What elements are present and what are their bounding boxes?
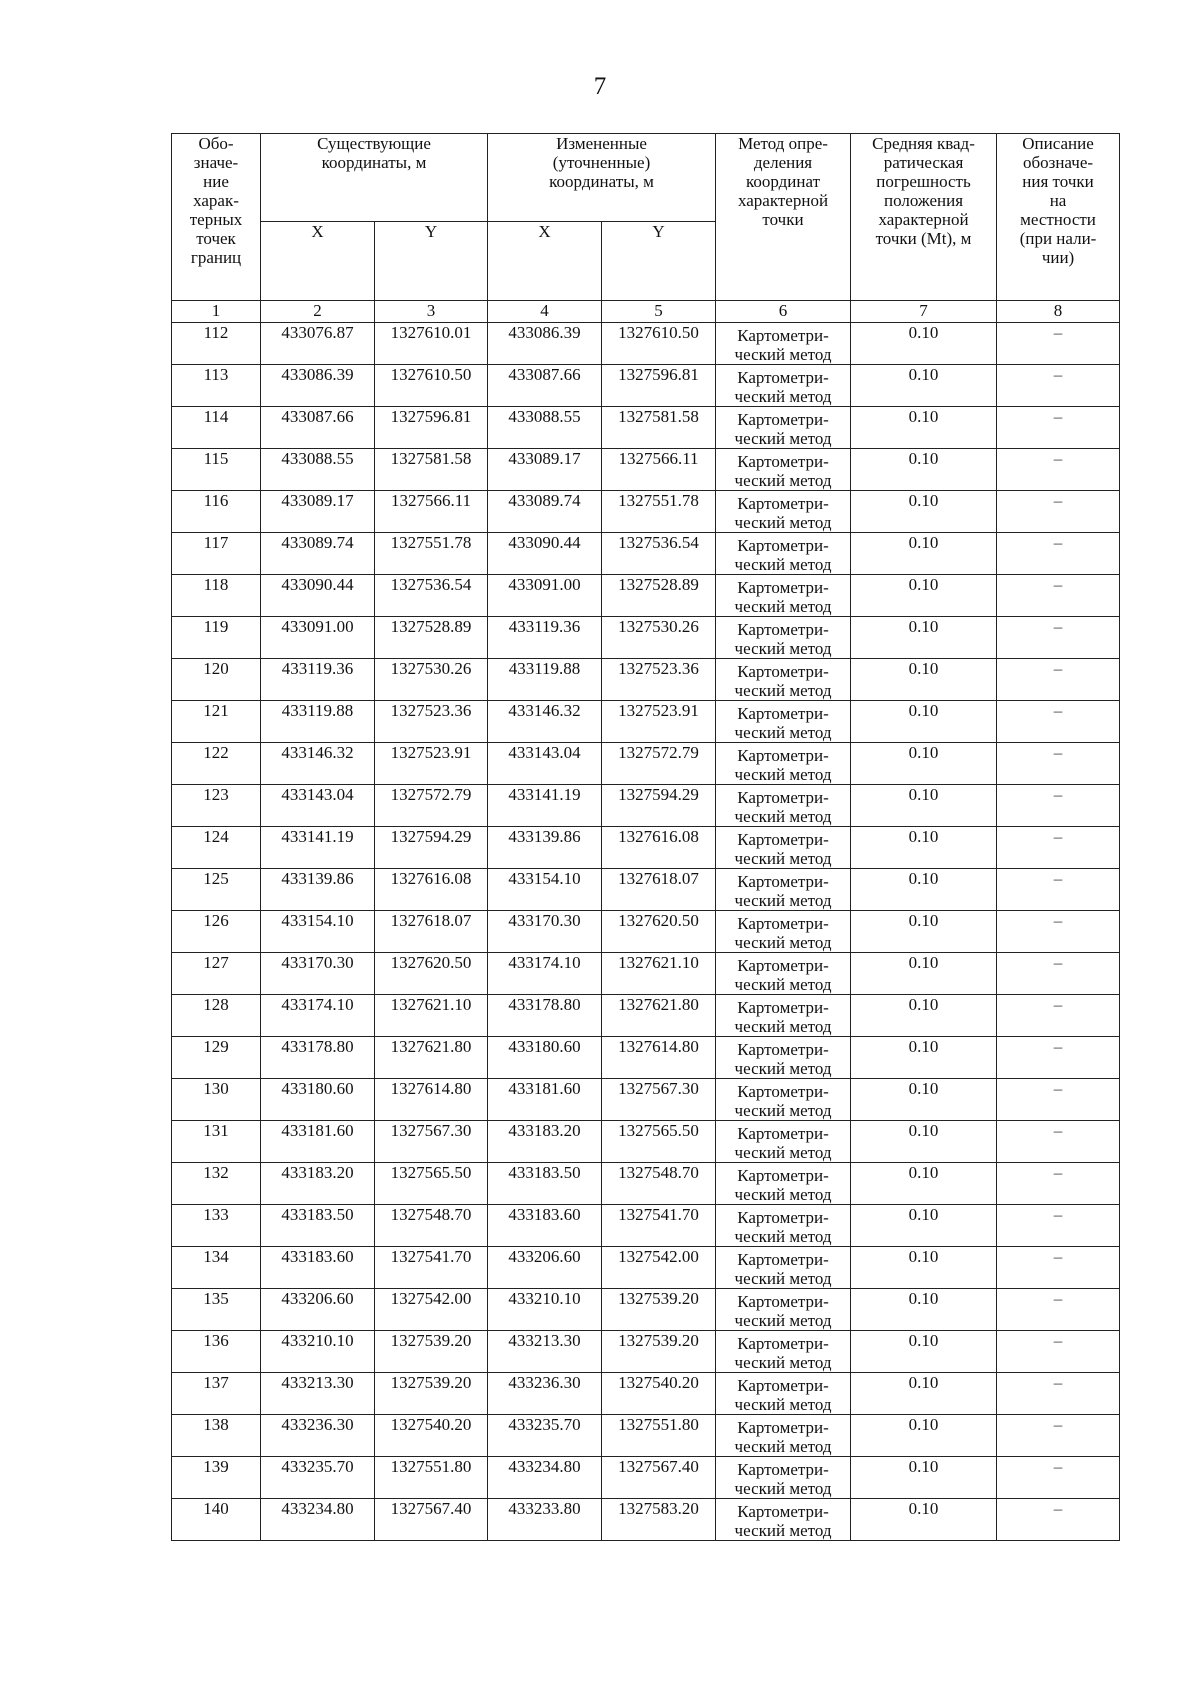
- method-cell: Картометри- ческий метод: [716, 1079, 851, 1121]
- error-cell: 0.10: [851, 1121, 997, 1163]
- table-row: [172, 449, 1120, 491]
- changed-y-cell: 1327610.50: [602, 323, 716, 365]
- existing-y-cell: 1327596.81: [375, 407, 488, 449]
- point-id-cell: 134: [172, 1247, 261, 1289]
- changed-x-cell: 433090.44: [488, 533, 602, 575]
- existing-x-cell: 433089.74: [261, 533, 375, 575]
- point-id-cell: 112: [172, 323, 261, 365]
- description-cell: –: [997, 743, 1120, 785]
- changed-y-cell: 1327567.30: [602, 1079, 716, 1121]
- existing-y-cell: 1327616.08: [375, 869, 488, 911]
- point-id-cell: 121: [172, 701, 261, 743]
- method-cell: Картометри- ческий метод: [716, 323, 851, 365]
- existing-y-cell: 1327541.70: [375, 1247, 488, 1289]
- description-cell: –: [997, 323, 1120, 365]
- error-cell: 0.10: [851, 617, 997, 659]
- existing-x-cell: 433090.44: [261, 575, 375, 617]
- changed-x-cell: 433141.19: [488, 785, 602, 827]
- table-row: [172, 911, 1120, 953]
- table-row: [172, 1247, 1120, 1289]
- existing-y-cell: 1327610.01: [375, 323, 488, 365]
- table-row: [172, 743, 1120, 785]
- existing-y-cell: 1327565.50: [375, 1163, 488, 1205]
- point-id-cell: 130: [172, 1079, 261, 1121]
- existing-x-cell: 433213.30: [261, 1373, 375, 1415]
- header-mean-square-error: Средняя квад- ратическая погрешность положения характерной точки (Mt), м: [851, 134, 997, 301]
- page-number: 7: [593, 73, 607, 100]
- header-existing-y: Y: [375, 222, 488, 301]
- changed-y-cell: 1327572.79: [602, 743, 716, 785]
- point-id-cell: 117: [172, 533, 261, 575]
- existing-y-cell: 1327620.50: [375, 953, 488, 995]
- method-cell: Картометри- ческий метод: [716, 743, 851, 785]
- existing-x-cell: 433178.80: [261, 1037, 375, 1079]
- column-number-row: [172, 301, 1120, 323]
- changed-x-cell: 433213.30: [488, 1331, 602, 1373]
- description-cell: –: [997, 1457, 1120, 1499]
- point-id-cell: 123: [172, 785, 261, 827]
- changed-x-cell: 433180.60: [488, 1037, 602, 1079]
- description-cell: –: [997, 1289, 1120, 1331]
- method-cell: Картометри- ческий метод: [716, 533, 851, 575]
- method-cell: Картометри- ческий метод: [716, 1457, 851, 1499]
- existing-y-cell: 1327539.20: [375, 1331, 488, 1373]
- changed-x-cell: 433170.30: [488, 911, 602, 953]
- error-cell: 0.10: [851, 1163, 997, 1205]
- description-cell: –: [997, 1121, 1120, 1163]
- changed-y-cell: 1327620.50: [602, 911, 716, 953]
- error-cell: 0.10: [851, 1079, 997, 1121]
- changed-y-cell: 1327528.89: [602, 575, 716, 617]
- error-cell: 0.10: [851, 743, 997, 785]
- existing-x-cell: 433119.88: [261, 701, 375, 743]
- table-row: [172, 407, 1120, 449]
- changed-x-cell: 433183.60: [488, 1205, 602, 1247]
- existing-y-cell: 1327618.07: [375, 911, 488, 953]
- existing-y-cell: 1327610.50: [375, 365, 488, 407]
- error-cell: 0.10: [851, 1037, 997, 1079]
- table-row: [172, 323, 1120, 365]
- table-row: [172, 1163, 1120, 1205]
- changed-x-cell: 433183.50: [488, 1163, 602, 1205]
- changed-y-cell: 1327618.07: [602, 869, 716, 911]
- table-body: [172, 323, 1120, 1541]
- changed-y-cell: 1327536.54: [602, 533, 716, 575]
- point-id-cell: 137: [172, 1373, 261, 1415]
- method-cell: Картометри- ческий метод: [716, 659, 851, 701]
- method-cell: Картометри- ческий метод: [716, 575, 851, 617]
- point-id-cell: 139: [172, 1457, 261, 1499]
- existing-x-cell: 433183.20: [261, 1163, 375, 1205]
- method-cell: Картометри- ческий метод: [716, 1205, 851, 1247]
- header-changed-x: X: [488, 222, 602, 301]
- method-cell: Картометри- ческий метод: [716, 1499, 851, 1541]
- existing-y-cell: 1327542.00: [375, 1289, 488, 1331]
- existing-x-cell: 433089.17: [261, 491, 375, 533]
- method-cell: Картометри- ческий метод: [716, 365, 851, 407]
- description-cell: –: [997, 701, 1120, 743]
- existing-y-cell: 1327621.10: [375, 995, 488, 1037]
- existing-x-cell: 433076.87: [261, 323, 375, 365]
- point-id-cell: 140: [172, 1499, 261, 1541]
- existing-x-cell: 433174.10: [261, 995, 375, 1037]
- description-cell: –: [997, 1163, 1120, 1205]
- description-cell: –: [997, 575, 1120, 617]
- error-cell: 0.10: [851, 995, 997, 1037]
- changed-y-cell: 1327621.10: [602, 953, 716, 995]
- changed-x-cell: 433089.17: [488, 449, 602, 491]
- changed-y-cell: 1327614.80: [602, 1037, 716, 1079]
- method-cell: Картометри- ческий метод: [716, 785, 851, 827]
- error-cell: 0.10: [851, 1289, 997, 1331]
- changed-y-cell: 1327594.29: [602, 785, 716, 827]
- description-cell: –: [997, 1331, 1120, 1373]
- column-number: 1: [172, 301, 261, 323]
- description-cell: –: [997, 617, 1120, 659]
- changed-x-cell: 433206.60: [488, 1247, 602, 1289]
- error-cell: 0.10: [851, 1205, 997, 1247]
- error-cell: 0.10: [851, 1499, 997, 1541]
- description-cell: –: [997, 1079, 1120, 1121]
- changed-y-cell: 1327551.78: [602, 491, 716, 533]
- changed-x-cell: 433087.66: [488, 365, 602, 407]
- column-number: 6: [716, 301, 851, 323]
- existing-x-cell: 433088.55: [261, 449, 375, 491]
- table-row: [172, 1373, 1120, 1415]
- existing-y-cell: 1327530.26: [375, 659, 488, 701]
- error-cell: 0.10: [851, 407, 997, 449]
- table-row: [172, 785, 1120, 827]
- error-cell: 0.10: [851, 575, 997, 617]
- table-row: [172, 701, 1120, 743]
- changed-x-cell: 433178.80: [488, 995, 602, 1037]
- changed-x-cell: 433139.86: [488, 827, 602, 869]
- error-cell: 0.10: [851, 323, 997, 365]
- existing-y-cell: 1327566.11: [375, 491, 488, 533]
- existing-x-cell: 433139.86: [261, 869, 375, 911]
- error-cell: 0.10: [851, 1247, 997, 1289]
- changed-y-cell: 1327596.81: [602, 365, 716, 407]
- error-cell: 0.10: [851, 533, 997, 575]
- changed-y-cell: 1327523.91: [602, 701, 716, 743]
- changed-y-cell: 1327581.58: [602, 407, 716, 449]
- method-cell: Картометри- ческий метод: [716, 1163, 851, 1205]
- table-row: [172, 659, 1120, 701]
- error-cell: 0.10: [851, 1457, 997, 1499]
- description-cell: –: [997, 449, 1120, 491]
- method-cell: Картометри- ческий метод: [716, 911, 851, 953]
- changed-x-cell: 433234.80: [488, 1457, 602, 1499]
- existing-y-cell: 1327523.36: [375, 701, 488, 743]
- changed-y-cell: 1327567.40: [602, 1457, 716, 1499]
- column-number: 5: [602, 301, 716, 323]
- method-cell: Картометри- ческий метод: [716, 1121, 851, 1163]
- description-cell: –: [997, 911, 1120, 953]
- column-number: 4: [488, 301, 602, 323]
- description-cell: –: [997, 995, 1120, 1037]
- existing-y-cell: 1327567.40: [375, 1499, 488, 1541]
- point-id-cell: 126: [172, 911, 261, 953]
- coordinates-table: [171, 133, 1120, 1541]
- description-cell: –: [997, 407, 1120, 449]
- error-cell: 0.10: [851, 827, 997, 869]
- changed-x-cell: 433183.20: [488, 1121, 602, 1163]
- method-cell: Картометри- ческий метод: [716, 449, 851, 491]
- table-row: [172, 1079, 1120, 1121]
- existing-y-cell: 1327528.89: [375, 617, 488, 659]
- table-row: [172, 365, 1120, 407]
- changed-x-cell: 433235.70: [488, 1415, 602, 1457]
- error-cell: 0.10: [851, 869, 997, 911]
- point-id-cell: 116: [172, 491, 261, 533]
- existing-x-cell: 433180.60: [261, 1079, 375, 1121]
- existing-x-cell: 433181.60: [261, 1121, 375, 1163]
- method-cell: Картометри- ческий метод: [716, 617, 851, 659]
- point-id-cell: 135: [172, 1289, 261, 1331]
- existing-x-cell: 433154.10: [261, 911, 375, 953]
- changed-y-cell: 1327548.70: [602, 1163, 716, 1205]
- error-cell: 0.10: [851, 659, 997, 701]
- point-id-cell: 136: [172, 1331, 261, 1373]
- table-row: [172, 953, 1120, 995]
- changed-y-cell: 1327523.36: [602, 659, 716, 701]
- existing-x-cell: 433210.10: [261, 1331, 375, 1373]
- header-changed-y: Y: [602, 222, 716, 301]
- point-id-cell: 132: [172, 1163, 261, 1205]
- changed-y-cell: 1327565.50: [602, 1121, 716, 1163]
- point-id-cell: 125: [172, 869, 261, 911]
- existing-x-cell: 433087.66: [261, 407, 375, 449]
- changed-y-cell: 1327583.20: [602, 1499, 716, 1541]
- header-point-designation: Обо- значе- ние харак- терных точек границ: [172, 134, 261, 301]
- description-cell: –: [997, 869, 1120, 911]
- method-cell: Картометри- ческий метод: [716, 995, 851, 1037]
- existing-y-cell: 1327523.91: [375, 743, 488, 785]
- changed-y-cell: 1327621.80: [602, 995, 716, 1037]
- existing-y-cell: 1327594.29: [375, 827, 488, 869]
- changed-x-cell: 433154.10: [488, 869, 602, 911]
- changed-y-cell: 1327566.11: [602, 449, 716, 491]
- method-cell: Картометри- ческий метод: [716, 953, 851, 995]
- error-cell: 0.10: [851, 1331, 997, 1373]
- table-row: [172, 1457, 1120, 1499]
- table-row: [172, 827, 1120, 869]
- description-cell: –: [997, 1037, 1120, 1079]
- changed-y-cell: 1327540.20: [602, 1373, 716, 1415]
- existing-y-cell: 1327536.54: [375, 575, 488, 617]
- method-cell: Картометри- ческий метод: [716, 1289, 851, 1331]
- changed-x-cell: 433088.55: [488, 407, 602, 449]
- existing-x-cell: 433183.50: [261, 1205, 375, 1247]
- point-id-cell: 133: [172, 1205, 261, 1247]
- description-cell: –: [997, 1205, 1120, 1247]
- changed-x-cell: 433181.60: [488, 1079, 602, 1121]
- point-id-cell: 119: [172, 617, 261, 659]
- column-number: 7: [851, 301, 997, 323]
- header-row-top: [172, 134, 1120, 222]
- table-row: [172, 869, 1120, 911]
- method-cell: Картометри- ческий метод: [716, 1415, 851, 1457]
- error-cell: 0.10: [851, 365, 997, 407]
- existing-x-cell: 433146.32: [261, 743, 375, 785]
- changed-x-cell: 433236.30: [488, 1373, 602, 1415]
- changed-x-cell: 433119.36: [488, 617, 602, 659]
- header-method: Метод опре- деления координат характерной точки: [716, 134, 851, 301]
- description-cell: –: [997, 533, 1120, 575]
- table-row: [172, 1121, 1120, 1163]
- method-cell: Картометри- ческий метод: [716, 869, 851, 911]
- method-cell: Картометри- ческий метод: [716, 1331, 851, 1373]
- existing-x-cell: 433235.70: [261, 1457, 375, 1499]
- table-row: [172, 1499, 1120, 1541]
- column-number: 8: [997, 301, 1120, 323]
- existing-x-cell: 433119.36: [261, 659, 375, 701]
- description-cell: –: [997, 1373, 1120, 1415]
- method-cell: Картометри- ческий метод: [716, 407, 851, 449]
- table-row: [172, 1415, 1120, 1457]
- table-row: [172, 1205, 1120, 1247]
- existing-y-cell: 1327540.20: [375, 1415, 488, 1457]
- description-cell: –: [997, 785, 1120, 827]
- error-cell: 0.10: [851, 953, 997, 995]
- method-cell: Картометри- ческий метод: [716, 827, 851, 869]
- column-number: 3: [375, 301, 488, 323]
- changed-y-cell: 1327542.00: [602, 1247, 716, 1289]
- existing-x-cell: 433206.60: [261, 1289, 375, 1331]
- description-cell: –: [997, 491, 1120, 533]
- changed-y-cell: 1327616.08: [602, 827, 716, 869]
- description-cell: –: [997, 1499, 1120, 1541]
- existing-x-cell: 433236.30: [261, 1415, 375, 1457]
- error-cell: 0.10: [851, 911, 997, 953]
- method-cell: Картометри- ческий метод: [716, 701, 851, 743]
- error-cell: 0.10: [851, 1415, 997, 1457]
- error-cell: 0.10: [851, 701, 997, 743]
- existing-x-cell: 433170.30: [261, 953, 375, 995]
- changed-x-cell: 433210.10: [488, 1289, 602, 1331]
- header-point-description: Описание обозначе- ния точки на местности (при нали- чии): [997, 134, 1120, 301]
- changed-y-cell: 1327539.20: [602, 1289, 716, 1331]
- method-cell: Картометри- ческий метод: [716, 1373, 851, 1415]
- table-row: [172, 1289, 1120, 1331]
- table-row: [172, 533, 1120, 575]
- point-id-cell: 129: [172, 1037, 261, 1079]
- changed-x-cell: 433174.10: [488, 953, 602, 995]
- existing-y-cell: 1327539.20: [375, 1373, 488, 1415]
- point-id-cell: 127: [172, 953, 261, 995]
- error-cell: 0.10: [851, 1373, 997, 1415]
- point-id-cell: 128: [172, 995, 261, 1037]
- changed-y-cell: 1327551.80: [602, 1415, 716, 1457]
- table-row: [172, 1331, 1120, 1373]
- description-cell: –: [997, 953, 1120, 995]
- existing-y-cell: 1327621.80: [375, 1037, 488, 1079]
- column-number: 2: [261, 301, 375, 323]
- method-cell: Картометри- ческий метод: [716, 1037, 851, 1079]
- header-changed-coordinates: Измененные (уточненные) координаты, м: [488, 134, 716, 222]
- changed-x-cell: 433089.74: [488, 491, 602, 533]
- table-row: [172, 617, 1120, 659]
- error-cell: 0.10: [851, 491, 997, 533]
- changed-x-cell: 433233.80: [488, 1499, 602, 1541]
- table-row: [172, 491, 1120, 533]
- error-cell: 0.10: [851, 449, 997, 491]
- existing-x-cell: 433141.19: [261, 827, 375, 869]
- description-cell: –: [997, 827, 1120, 869]
- header-existing-coordinates: Существующие координаты, м: [261, 134, 488, 222]
- table-row: [172, 575, 1120, 617]
- existing-x-cell: 433234.80: [261, 1499, 375, 1541]
- point-id-cell: 120: [172, 659, 261, 701]
- method-cell: Картометри- ческий метод: [716, 1247, 851, 1289]
- point-id-cell: 122: [172, 743, 261, 785]
- existing-y-cell: 1327551.80: [375, 1457, 488, 1499]
- description-cell: –: [997, 1247, 1120, 1289]
- existing-y-cell: 1327548.70: [375, 1205, 488, 1247]
- existing-y-cell: 1327567.30: [375, 1121, 488, 1163]
- point-id-cell: 115: [172, 449, 261, 491]
- header-existing-x: X: [261, 222, 375, 301]
- existing-x-cell: 433183.60: [261, 1247, 375, 1289]
- point-id-cell: 124: [172, 827, 261, 869]
- existing-y-cell: 1327572.79: [375, 785, 488, 827]
- method-cell: Картометри- ческий метод: [716, 491, 851, 533]
- description-cell: –: [997, 1415, 1120, 1457]
- existing-x-cell: 433086.39: [261, 365, 375, 407]
- table-row: [172, 1037, 1120, 1079]
- existing-x-cell: 433143.04: [261, 785, 375, 827]
- description-cell: –: [997, 659, 1120, 701]
- point-id-cell: 131: [172, 1121, 261, 1163]
- description-cell: –: [997, 365, 1120, 407]
- table-row: [172, 995, 1120, 1037]
- changed-y-cell: 1327541.70: [602, 1205, 716, 1247]
- point-id-cell: 113: [172, 365, 261, 407]
- error-cell: 0.10: [851, 785, 997, 827]
- existing-y-cell: 1327614.80: [375, 1079, 488, 1121]
- changed-x-cell: 433086.39: [488, 323, 602, 365]
- existing-x-cell: 433091.00: [261, 617, 375, 659]
- changed-x-cell: 433091.00: [488, 575, 602, 617]
- changed-y-cell: 1327530.26: [602, 617, 716, 659]
- changed-x-cell: 433119.88: [488, 659, 602, 701]
- point-id-cell: 118: [172, 575, 261, 617]
- point-id-cell: 114: [172, 407, 261, 449]
- existing-y-cell: 1327551.78: [375, 533, 488, 575]
- point-id-cell: 138: [172, 1415, 261, 1457]
- changed-y-cell: 1327539.20: [602, 1331, 716, 1373]
- changed-x-cell: 433143.04: [488, 743, 602, 785]
- existing-y-cell: 1327581.58: [375, 449, 488, 491]
- changed-x-cell: 433146.32: [488, 701, 602, 743]
